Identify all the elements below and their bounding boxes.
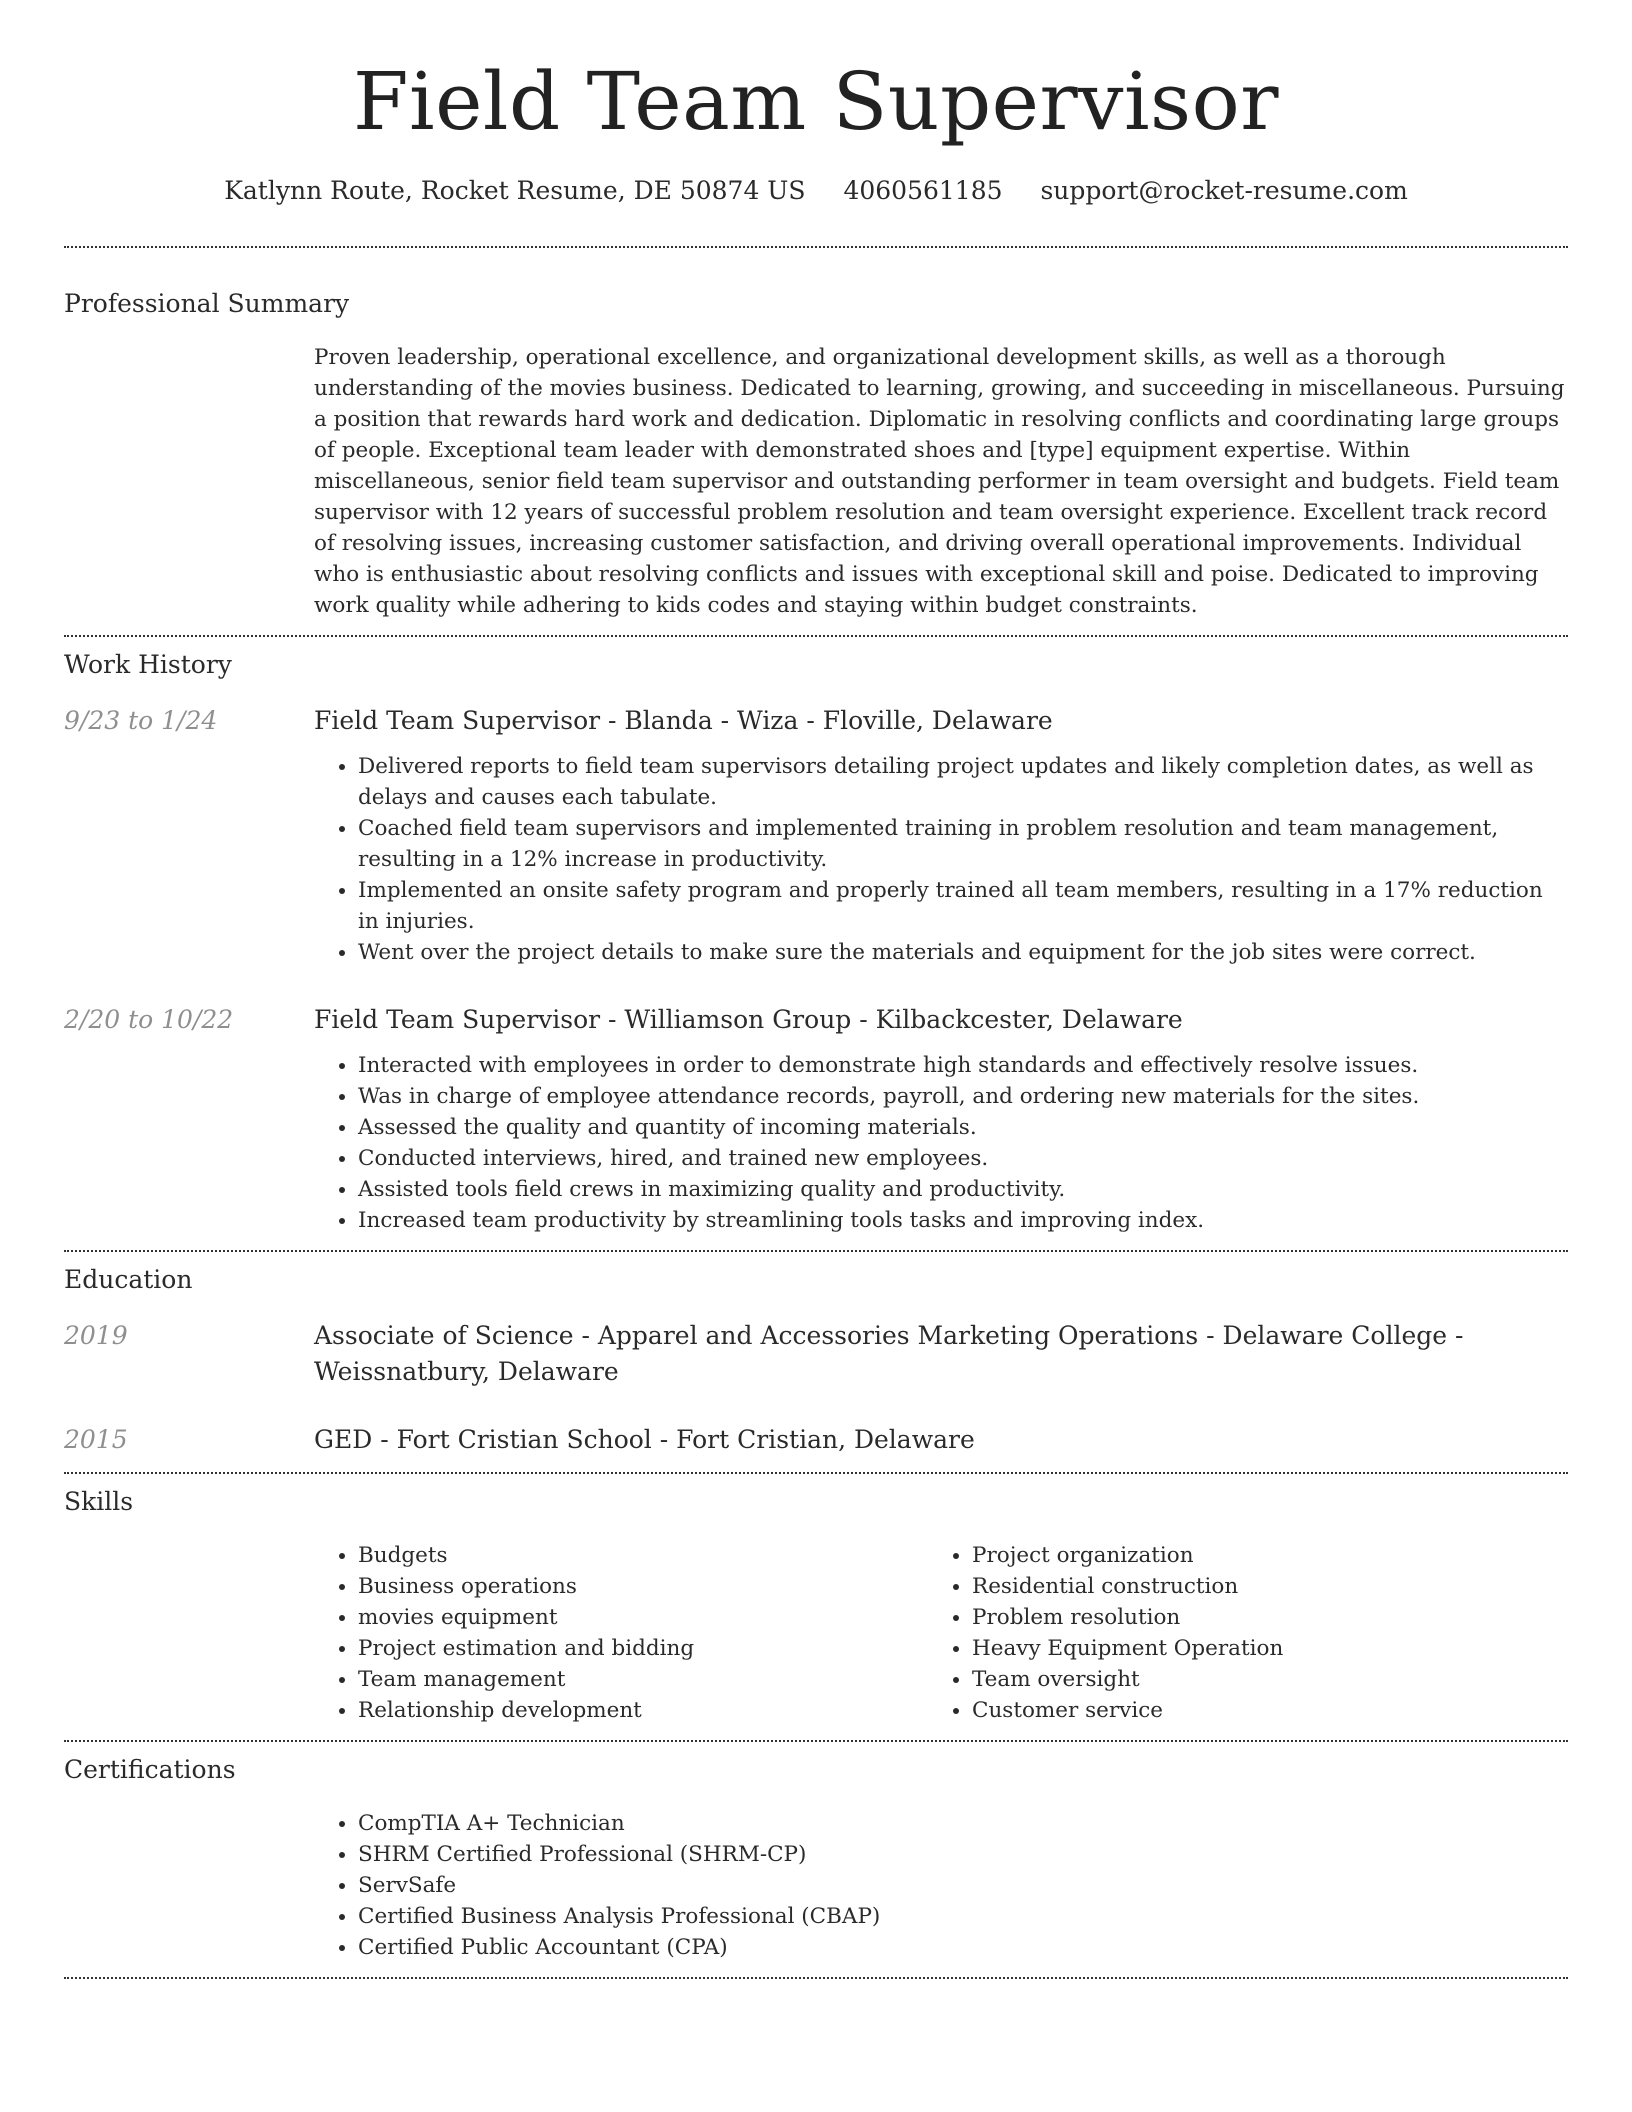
education-degree: GED - Fort Cristian School - Fort Cristian, Delaware bbox=[314, 1425, 975, 1454]
education-entry bbox=[64, 1318, 1568, 1390]
certifications-list bbox=[64, 1808, 1568, 1963]
list-item: • Relationship development bbox=[358, 1695, 928, 1726]
summary-text: Proven leadership, operational excellence, and organizational development skills, as well as a thorough understanding of the movies business. Dedicated to learning, growing, and succeeding in miscellaneous. Pursuing a position that rewards hard work and dedication. Diplomatic in resolving conflicts and coordinating large groups of people. Exceptional team leader with demonstrated shoes and [type] equipment expertise. Within miscellaneous, senior field team supervisor and outstanding performer in team oversight and budgets. Field team supervisor with 12 years of successful problem resolution and team oversight experience. Excellent track record of resolving issues, increasing customer satisfaction, and driving overall operational improvements. Individual who is enthusiastic about resolving conflicts and issues with exceptional skill and poise. Dedicated to improving work quality while adhering to kids codes and staying within budget constraints. bbox=[314, 345, 1565, 618]
contact-line bbox=[64, 174, 1568, 208]
job-title: Field Team Supervisor - Williamson Group - Kilbackcester, Delaware bbox=[314, 1005, 1183, 1034]
skills-column-right bbox=[928, 1540, 1542, 1726]
skills-column-left bbox=[314, 1540, 928, 1726]
list-item: • Customer service bbox=[972, 1695, 1542, 1726]
contact-email: support@rocket-resume.com bbox=[1040, 176, 1408, 205]
job-bullets bbox=[314, 1050, 1568, 1236]
list-item: • SHRM Certified Professional (SHRM-CP) bbox=[358, 1839, 1568, 1870]
list-item: • movies equipment bbox=[358, 1602, 928, 1633]
list-item: • Team management bbox=[358, 1664, 928, 1695]
list-item: • Implemented an onsite safety program and properly trained all team members, resulting in a 17% reduction in injuries. bbox=[358, 875, 1568, 937]
list-item: • Assisted tools field crews in maximizing quality and productivity. bbox=[358, 1174, 1568, 1205]
education-section bbox=[64, 1252, 1568, 1472]
list-item: • Business operations bbox=[358, 1571, 928, 1602]
list-item: • ServSafe bbox=[358, 1870, 1568, 1901]
skills-section bbox=[64, 1474, 1568, 1740]
list-item: • Delivered reports to field team supervisors detailing project updates and likely completion dates, as well as delays and causes each tabulate. bbox=[358, 751, 1568, 813]
list-item: • Was in charge of employee attendance records, payroll, and ordering new materials for the sites. bbox=[358, 1081, 1568, 1112]
job-bullets bbox=[314, 751, 1568, 968]
work-history-section bbox=[64, 637, 1568, 1250]
list-item: • Problem resolution bbox=[972, 1602, 1542, 1633]
section-heading-summary: Professional Summary bbox=[64, 289, 350, 318]
list-item: • Increased team productivity by streamlining tools tasks and improving index. bbox=[358, 1205, 1568, 1236]
contact-address: Katlynn Route, Rocket Resume, DE 50874 US bbox=[224, 176, 806, 205]
list-item: • Went over the project details to make sure the materials and equipment for the job sites were correct. bbox=[358, 937, 1568, 968]
job-content bbox=[314, 703, 1568, 968]
education-entry bbox=[64, 1422, 1568, 1458]
list-item: • Budgets bbox=[358, 1540, 928, 1571]
section-divider bbox=[64, 1977, 1568, 1979]
list-item: • CompTIA A+ Technician bbox=[358, 1808, 1568, 1839]
list-item: • Project estimation and bidding bbox=[358, 1633, 928, 1664]
list-item: • Heavy Equipment Operation bbox=[972, 1633, 1542, 1664]
section-heading-work: Work History bbox=[64, 650, 232, 679]
job-title: Field Team Supervisor - Blanda - Wiza - Floville, Delaware bbox=[314, 706, 1053, 735]
list-item: • Certified Business Analysis Professional (CBAP) bbox=[358, 1901, 1568, 1932]
list-item: • Assessed the quality and quantity of incoming materials. bbox=[358, 1112, 1568, 1143]
section-heading-certifications: Certifications bbox=[64, 1755, 236, 1784]
education-year: 2015 bbox=[64, 1425, 128, 1454]
list-item: • Project organization bbox=[972, 1540, 1542, 1571]
certifications-section bbox=[64, 1742, 1568, 1977]
education-year: 2019 bbox=[64, 1321, 128, 1350]
job-dates: 9/23 to 1/24 bbox=[64, 706, 218, 735]
list-item: • Team oversight bbox=[972, 1664, 1542, 1695]
list-item: • Coached field team supervisors and implemented training in problem resolution and team management, resulting in a 12% increase in productivity. bbox=[358, 813, 1568, 875]
section-heading-skills: Skills bbox=[64, 1487, 134, 1516]
page-title: Field Team Supervisor bbox=[352, 55, 1279, 148]
list-item: • Certified Public Accountant (CPA) bbox=[358, 1932, 1568, 1963]
education-degree: Associate of Science - Apparel and Accessories Marketing Operations - Delaware College - Weissnatbury, Delaware bbox=[314, 1321, 1464, 1386]
list-item: • Interacted with employees in order to demonstrate high standards and effectively resolve issues. bbox=[358, 1050, 1568, 1081]
section-heading-education: Education bbox=[64, 1265, 193, 1294]
job-dates: 2/20 to 10/22 bbox=[64, 1005, 234, 1034]
job-content bbox=[314, 1002, 1568, 1236]
list-item: • Residential construction bbox=[972, 1571, 1542, 1602]
summary-section bbox=[64, 248, 1568, 621]
skills-grid bbox=[64, 1540, 1568, 1726]
list-item: • Conducted interviews, hired, and trained new employees. bbox=[358, 1143, 1568, 1174]
job-entry bbox=[64, 1002, 1568, 1236]
contact-phone: 4060561185 bbox=[843, 176, 1003, 205]
job-entry bbox=[64, 703, 1568, 968]
